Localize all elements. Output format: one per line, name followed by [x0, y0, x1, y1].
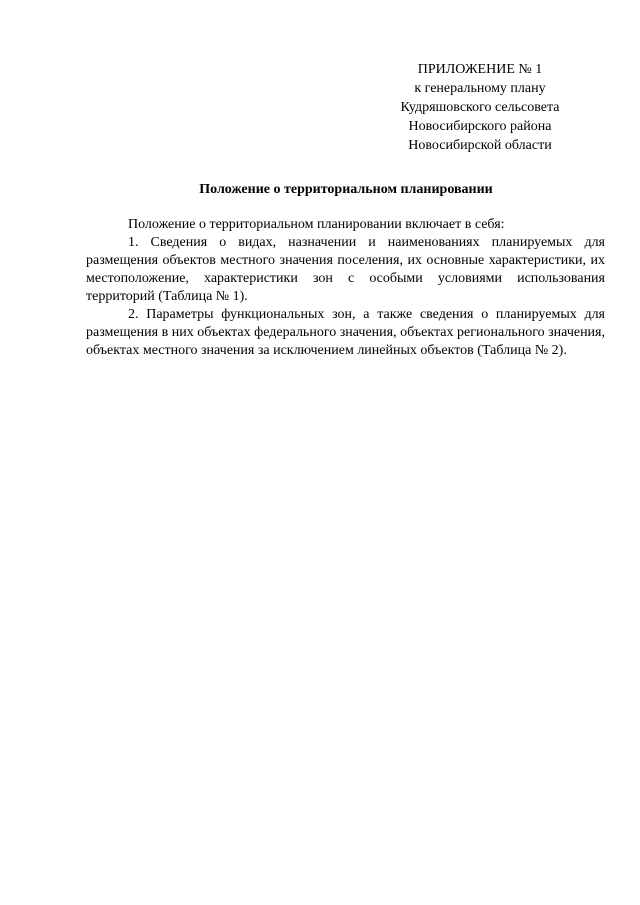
appendix-district-line: Новосибирского района: [408, 119, 552, 134]
appendix-plan-line: к генеральному плану: [414, 81, 546, 96]
list-item-2: 2. Параметры функциональных зон, а также сведения о планируемых для размещения в них объектах федерального значения, объектах регионального значения, объектах местного значения за исключением линейных объектов (Таблица № 2).: [86, 307, 605, 358]
list-item-1: 1. Сведения о видах, назначении и наименованиях планируемых для размещения объектов местного значения поселения, их основные характеристики, их местоположение, характеристики зон с особыми условиями использования территорий (Таблица № 1).: [86, 235, 605, 304]
document-title: Положение о территориальном планировании: [199, 182, 493, 197]
appendix-number: ПРИЛОЖЕНИЕ № 1: [417, 62, 543, 77]
intro-paragraph: Положение о территориальном планировании включает в себя:: [128, 217, 505, 232]
appendix-council-line: Кудряшовского сельсовета: [400, 100, 560, 115]
appendix-region-line: Новосибирской области: [408, 138, 552, 153]
appendix-header: [370, 60, 590, 155]
document-body: [86, 216, 605, 360]
